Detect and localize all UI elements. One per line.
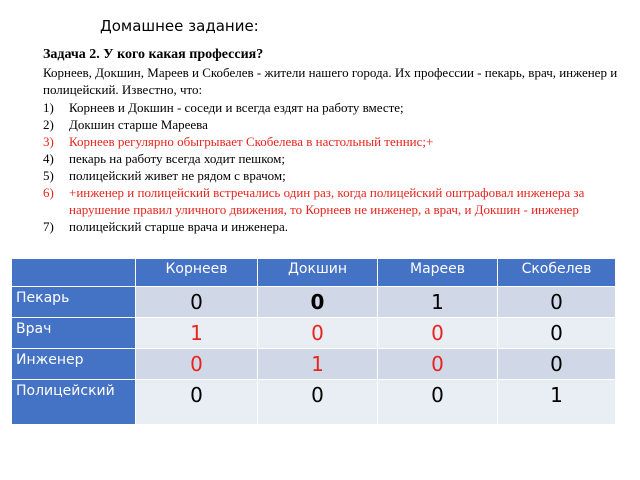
- table-cell: [258, 287, 378, 318]
- fact-text: полицейский живет не рядом с врачом;: [69, 168, 286, 183]
- table-row: [12, 287, 616, 318]
- fact-item: [43, 150, 628, 167]
- row-header: [12, 380, 136, 425]
- cell-value: 0: [311, 321, 324, 345]
- table-row: [12, 380, 616, 425]
- row-header-label: Инженер: [16, 352, 84, 368]
- cell-value: 0: [190, 383, 203, 407]
- row-header: [12, 287, 136, 318]
- cell-value: 1: [311, 352, 324, 376]
- column-header-label: Скобелев: [521, 261, 592, 277]
- fact-item: [43, 116, 628, 133]
- column-header: [378, 259, 498, 287]
- task-intro: Корнеев, Докшин, Мареев и Скобелев - жители нашего города. Их профессии - пекарь, врач, инженер и полицейский. Известно, что:: [43, 65, 618, 97]
- fact-item: [43, 99, 628, 116]
- fact-item: [43, 184, 628, 218]
- fact-number: 4): [43, 151, 54, 166]
- fact-item: [43, 133, 628, 150]
- cell-value: 0: [431, 352, 444, 376]
- fact-item: [43, 167, 628, 184]
- fact-text: +инженер и полицейский встречались один раз, когда полицейский оштрафовал инженера за нарушение правил уличного движения, то Корнеев не инженер, а врач, и Докшин - инженер: [69, 185, 585, 217]
- table-cell: [498, 287, 616, 318]
- cell-value: 0: [311, 383, 324, 407]
- column-header-label: Мареев: [409, 261, 466, 277]
- table-cell: [136, 380, 258, 425]
- table-cell: [136, 318, 258, 349]
- table-cell: [258, 380, 378, 425]
- column-header: [258, 259, 378, 287]
- table-cell: [378, 318, 498, 349]
- cell-value: 0: [190, 352, 203, 376]
- fact-number: 6): [43, 185, 54, 200]
- fact-number: 2): [43, 117, 54, 132]
- facts-list: [43, 99, 628, 235]
- column-header: [136, 259, 258, 287]
- table-cell: [378, 380, 498, 425]
- fact-number: 1): [43, 100, 54, 115]
- table-row: [12, 318, 616, 349]
- cell-value: 0: [310, 290, 325, 314]
- fact-text: пекарь на работу всегда ходит пешком;: [69, 151, 285, 166]
- row-header-label: Полицейский: [16, 383, 115, 399]
- cell-value: 1: [550, 383, 563, 407]
- fact-number: 7): [43, 219, 54, 234]
- task-title: Задача 2. У кого какая профессия?: [43, 47, 264, 62]
- table-cell: [258, 318, 378, 349]
- row-header: [12, 318, 136, 349]
- cell-value: 0: [550, 290, 563, 314]
- fact-text: Корнеев регулярно обыгрывает Скобелева в настольный теннис;+: [69, 134, 434, 149]
- table-cell: [136, 287, 258, 318]
- table-row: [12, 349, 616, 380]
- cell-value: 0: [550, 321, 563, 345]
- cell-value: 1: [431, 290, 444, 314]
- cell-value: 0: [431, 321, 444, 345]
- page-heading: Домашнее задание:: [100, 17, 259, 35]
- table-cell: [378, 349, 498, 380]
- table-cell: [498, 380, 616, 425]
- table-cell: [378, 287, 498, 318]
- column-header-label: Корнеев: [165, 261, 228, 277]
- table-cell: [498, 318, 616, 349]
- cell-value: 0: [550, 352, 563, 376]
- table-cell: [258, 349, 378, 380]
- cell-value: 0: [431, 383, 444, 407]
- row-header-label: Пекарь: [16, 290, 70, 306]
- table-cell: [498, 349, 616, 380]
- fact-text: Докшин старше Мареева: [69, 117, 208, 132]
- cell-value: 1: [190, 321, 203, 345]
- row-header: [12, 349, 136, 380]
- column-header: [498, 259, 616, 287]
- fact-number: 3): [43, 134, 54, 149]
- table-corner-cell: [12, 259, 136, 287]
- row-header-label: Врач: [16, 321, 52, 337]
- fact-number: 5): [43, 168, 54, 183]
- fact-item: [43, 218, 628, 235]
- table-cell: [136, 349, 258, 380]
- fact-text: Корнеев и Докшин - соседи и всегда ездят на работу вместе;: [69, 100, 404, 115]
- fact-text: полицейский старше врача и инженера.: [69, 219, 288, 234]
- profession-table: [11, 258, 616, 425]
- cell-value: 0: [190, 290, 203, 314]
- column-header-label: Докшин: [287, 261, 348, 277]
